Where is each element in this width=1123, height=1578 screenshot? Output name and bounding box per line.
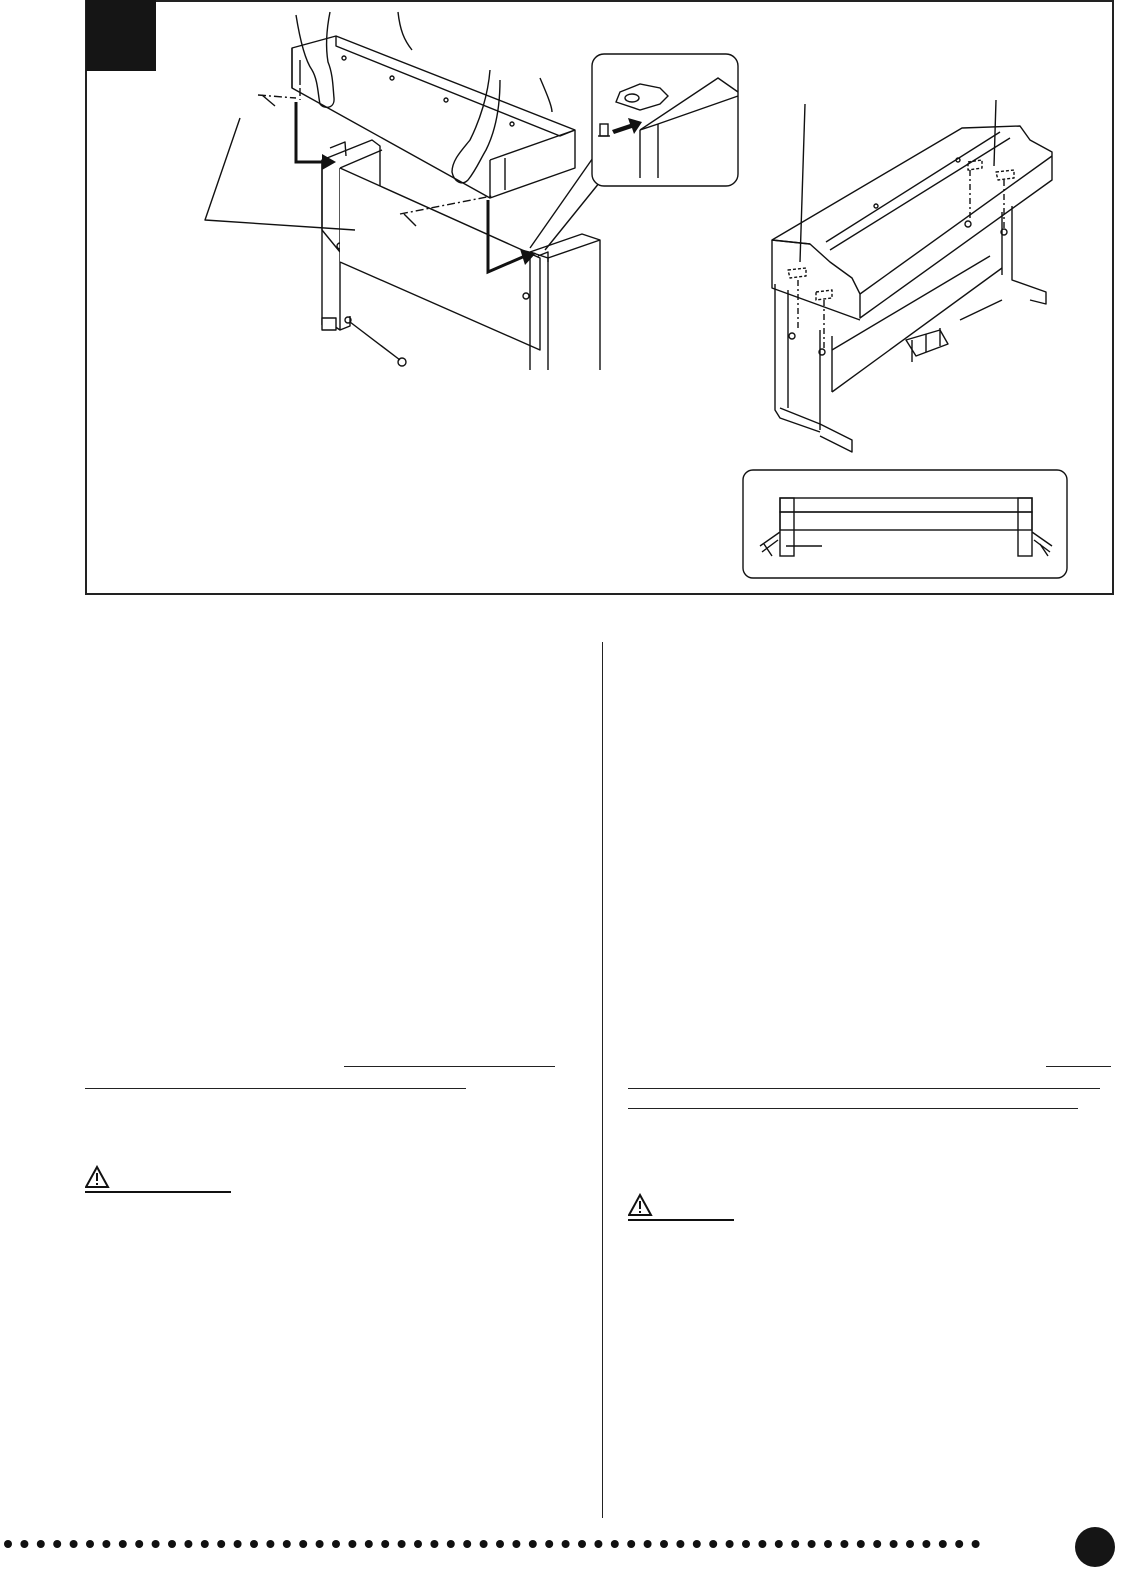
footer-dot xyxy=(660,1540,668,1548)
footer-dot xyxy=(299,1540,307,1548)
footer-dot xyxy=(890,1540,898,1548)
footer-dot xyxy=(266,1540,274,1548)
footer-dot xyxy=(184,1540,192,1548)
footer-dot xyxy=(102,1540,110,1548)
footer-dot xyxy=(135,1540,143,1548)
front-view-inset xyxy=(743,470,1067,578)
footer-dot xyxy=(381,1540,389,1548)
footer-dot xyxy=(939,1540,947,1548)
footer-dot xyxy=(873,1540,881,1548)
warning-triangle-icon xyxy=(85,1165,231,1193)
assembly-illustration xyxy=(0,0,1123,600)
footer-dot xyxy=(217,1540,225,1548)
footer-dot xyxy=(53,1540,61,1548)
footer-dot xyxy=(611,1540,619,1548)
footer-dot xyxy=(348,1540,356,1548)
footer-dot xyxy=(447,1540,455,1548)
underline-rule xyxy=(85,1088,466,1089)
footer-dot xyxy=(119,1540,127,1548)
footer-dot xyxy=(644,1540,652,1548)
footer-dot xyxy=(529,1540,537,1548)
footer-dot xyxy=(168,1540,176,1548)
footer-dot xyxy=(250,1540,258,1548)
footer-dot xyxy=(332,1540,340,1548)
zoom-inset xyxy=(592,54,738,186)
footer-dot xyxy=(955,1540,963,1548)
footer-dot xyxy=(775,1540,783,1548)
footer-dot xyxy=(316,1540,324,1548)
footer-dot xyxy=(824,1540,832,1548)
caution-heading-left xyxy=(85,1165,231,1198)
footer-dot xyxy=(201,1540,209,1548)
footer-dot xyxy=(86,1540,94,1548)
footer-dot xyxy=(758,1540,766,1548)
footer-dot xyxy=(4,1540,12,1548)
footer-dot xyxy=(70,1540,78,1548)
footer-dot xyxy=(972,1540,980,1548)
footer-dot xyxy=(578,1540,586,1548)
footer-dot xyxy=(20,1540,28,1548)
footer-dot xyxy=(234,1540,242,1548)
column-divider xyxy=(602,642,603,1518)
footer-dot xyxy=(480,1540,488,1548)
footer-dot xyxy=(430,1540,438,1548)
footer-dot xyxy=(857,1540,865,1548)
footer-dot xyxy=(791,1540,799,1548)
underline-rule xyxy=(628,1088,1100,1089)
footer-dot-row xyxy=(0,1537,1080,1551)
footer-dot xyxy=(693,1540,701,1548)
warning-triangle-icon xyxy=(628,1193,734,1221)
footer-dot xyxy=(840,1540,848,1548)
footer-dot xyxy=(37,1540,45,1548)
footer-dot xyxy=(676,1540,684,1548)
footer-dot xyxy=(726,1540,734,1548)
footer-dot xyxy=(152,1540,160,1548)
footer-dot xyxy=(545,1540,553,1548)
footer-dot xyxy=(627,1540,635,1548)
footer-dot xyxy=(512,1540,520,1548)
underline-rule xyxy=(628,1108,1078,1109)
assembled-piano-drawing xyxy=(772,100,1052,452)
underline-rule xyxy=(344,1066,555,1067)
footer-dot xyxy=(562,1540,570,1548)
caution-heading-right xyxy=(628,1193,734,1226)
footer-dot xyxy=(742,1540,750,1548)
page-number-badge xyxy=(1075,1527,1115,1567)
footer-dot xyxy=(463,1540,471,1548)
footer-dot xyxy=(709,1540,717,1548)
footer-dot xyxy=(922,1540,930,1548)
footer-dot xyxy=(496,1540,504,1548)
footer-dot xyxy=(365,1540,373,1548)
footer-dot xyxy=(283,1540,291,1548)
footer-dot xyxy=(414,1540,422,1548)
footer-dot xyxy=(906,1540,914,1548)
footer-dot xyxy=(808,1540,816,1548)
footer-dot xyxy=(398,1540,406,1548)
underline-rule xyxy=(1046,1066,1111,1067)
footer-dot xyxy=(594,1540,602,1548)
